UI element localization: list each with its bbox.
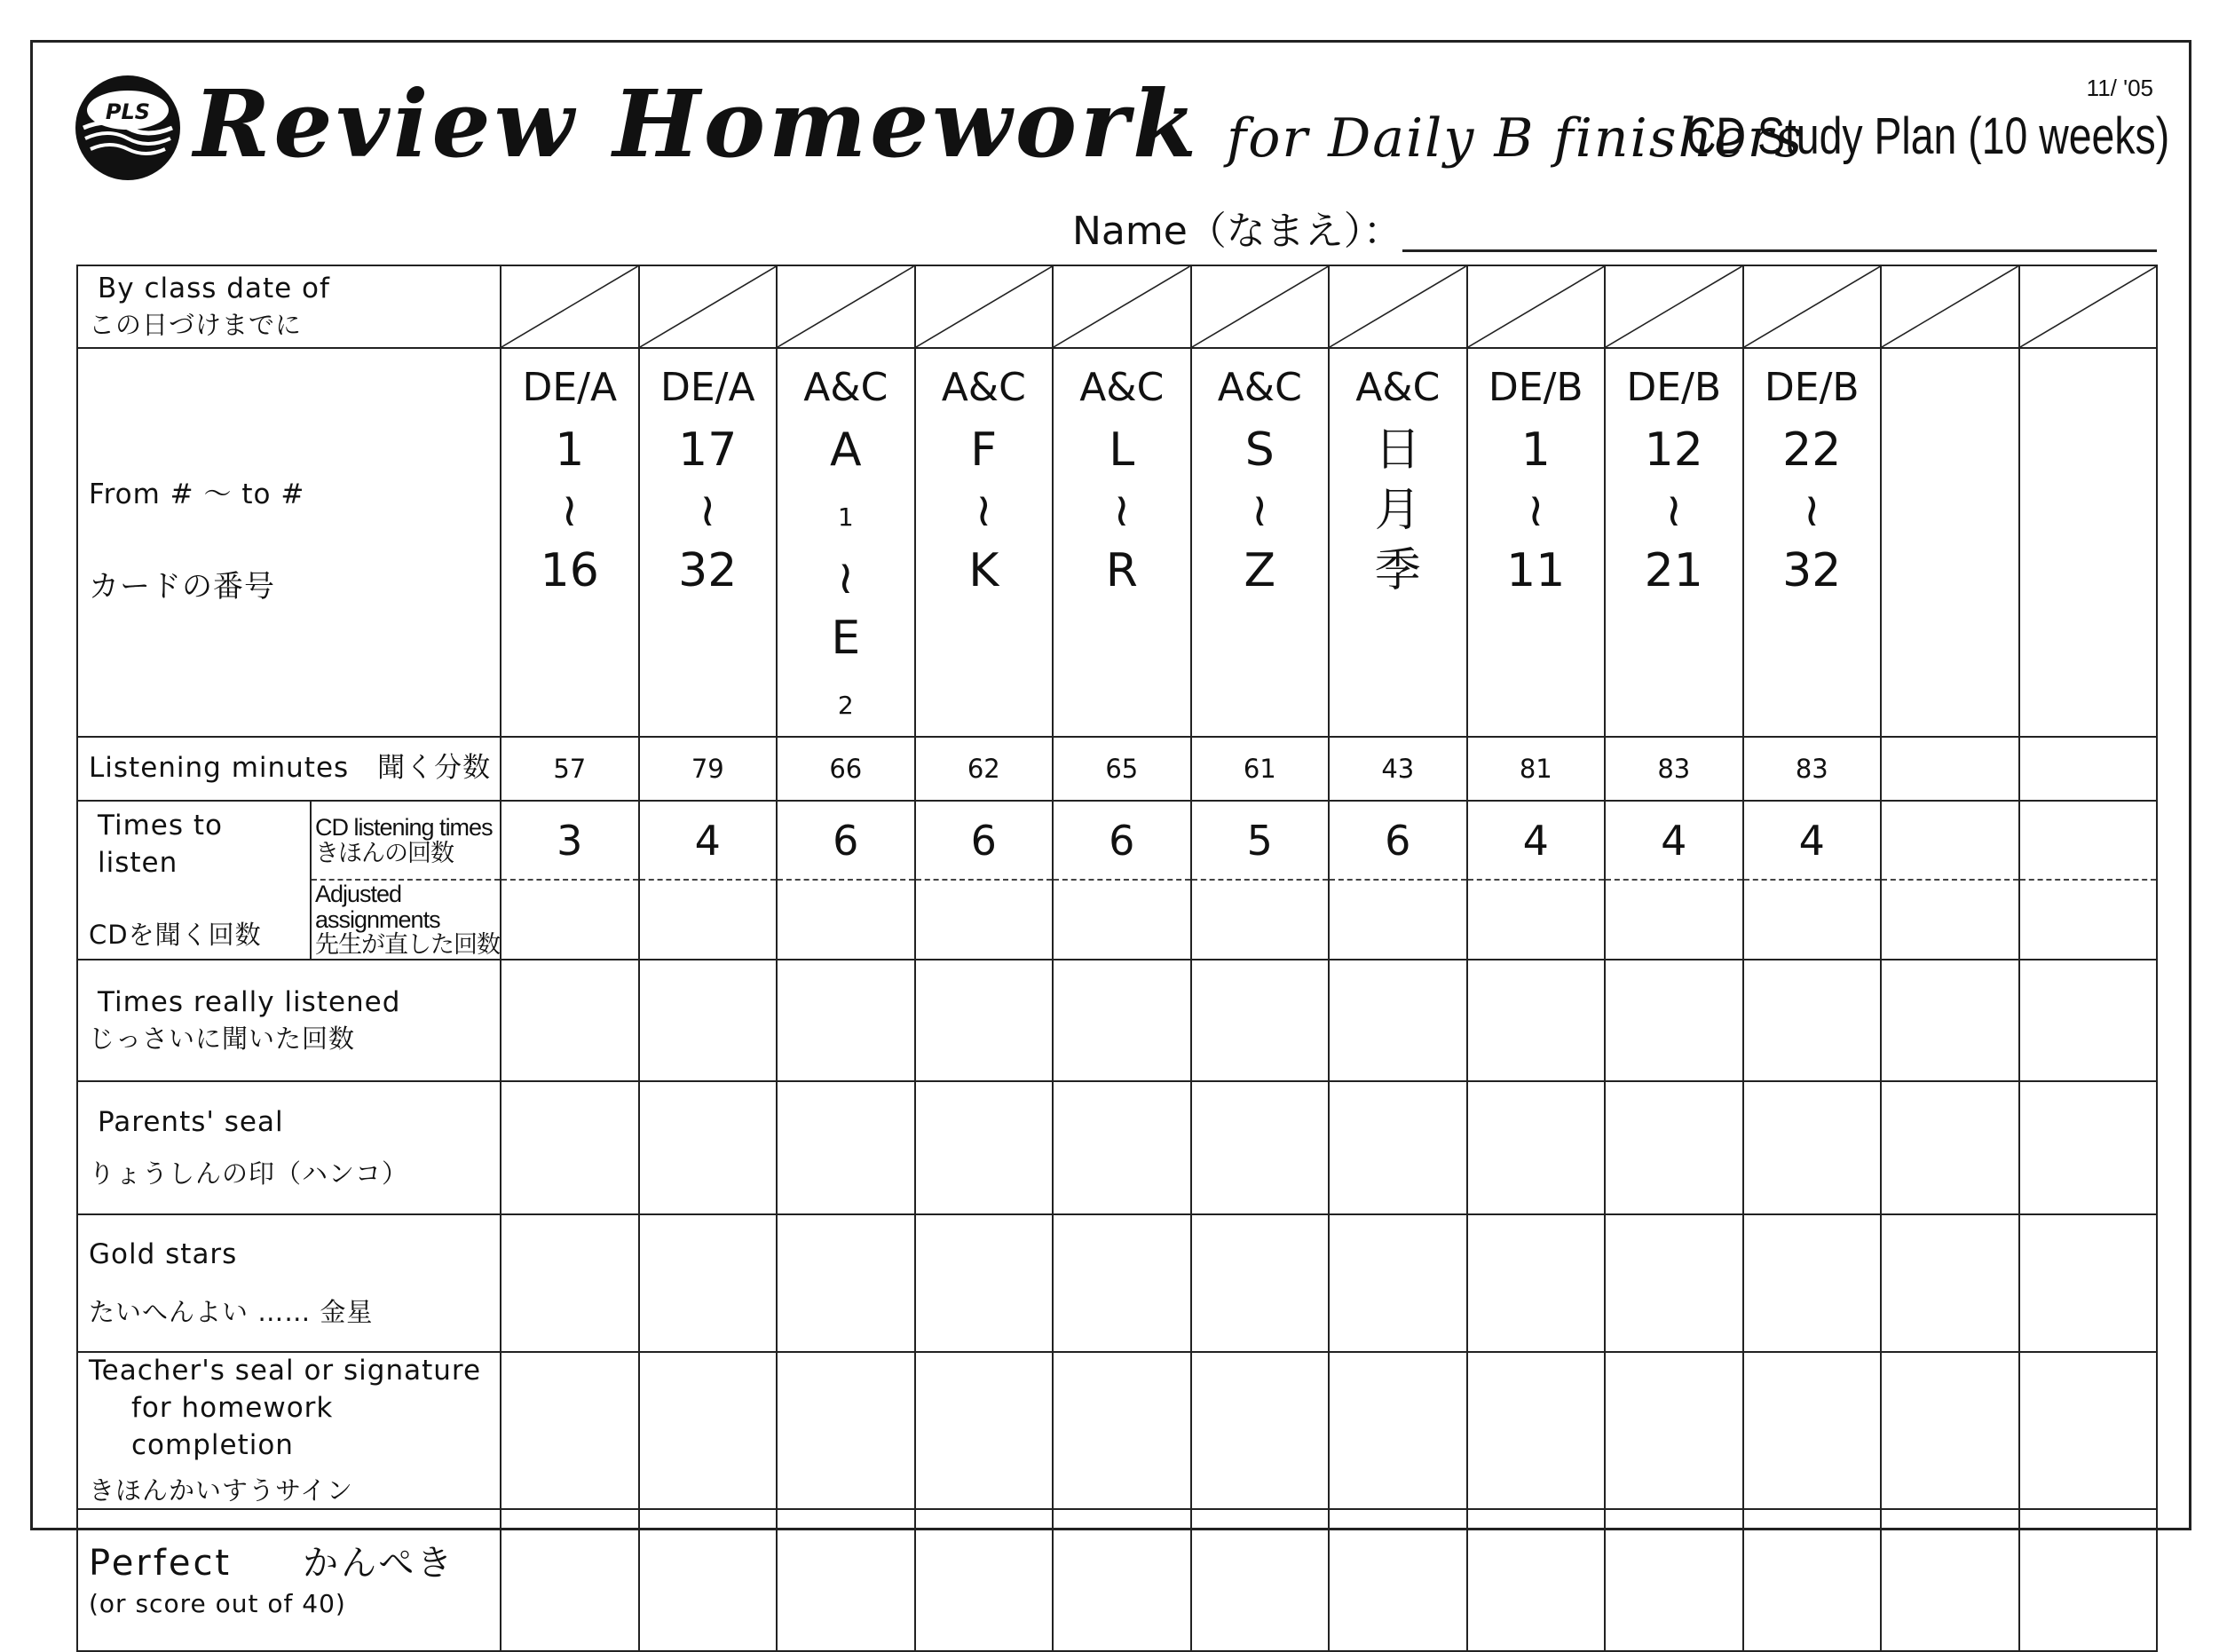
class-date-cell[interactable] bbox=[1329, 265, 1467, 348]
minutes-label: Listening minutes 聞く分数 bbox=[77, 737, 501, 801]
class-date-cell[interactable] bbox=[1881, 265, 2019, 348]
issue-date: 11/ '05 bbox=[2086, 75, 2153, 101]
teacher-cell[interactable] bbox=[1191, 1352, 1330, 1509]
card-range-cell bbox=[1605, 348, 1743, 737]
card-range-cell bbox=[1743, 348, 1882, 737]
gold-cell[interactable] bbox=[1743, 1214, 1882, 1352]
gold-cell[interactable] bbox=[1191, 1214, 1330, 1352]
range-from: 1 bbox=[1520, 423, 1551, 477]
listening-minutes-cell bbox=[2019, 737, 2158, 801]
section-label: DE/B bbox=[1764, 365, 1860, 410]
teacher-cell[interactable] bbox=[1053, 1352, 1191, 1509]
class-date-cell[interactable] bbox=[1191, 265, 1330, 348]
row-class-date bbox=[77, 265, 2157, 348]
teacher-cell[interactable] bbox=[915, 1352, 1054, 1509]
page-title bbox=[193, 69, 1804, 178]
row-perfect bbox=[77, 1509, 2157, 1651]
class-date-cell[interactable] bbox=[915, 265, 1054, 348]
card-range-cell bbox=[777, 348, 915, 737]
range-to: 16 bbox=[540, 544, 599, 597]
range-from: 日 bbox=[1374, 423, 1421, 477]
row-minutes bbox=[77, 737, 2157, 801]
listening-minutes-cell: 81 bbox=[1467, 737, 1606, 801]
really-cell[interactable] bbox=[1881, 960, 2019, 1081]
name-label: Name（なまえ）： bbox=[1072, 209, 1402, 254]
perfect-cell[interactable] bbox=[1191, 1509, 1330, 1651]
teacher-cell[interactable] bbox=[1605, 1352, 1743, 1509]
basic-times-cell: 6 bbox=[777, 801, 915, 880]
perfect-cell[interactable] bbox=[1467, 1509, 1606, 1651]
teacher-cell[interactable] bbox=[501, 1352, 639, 1509]
gold-cell[interactable] bbox=[1329, 1214, 1467, 1352]
adjusted-times-cell[interactable] bbox=[501, 880, 639, 960]
range-to: Z bbox=[1244, 544, 1276, 597]
tilde-icon: ≀ bbox=[975, 484, 993, 537]
adjusted-times-cell[interactable] bbox=[777, 880, 915, 960]
parents-cell[interactable] bbox=[777, 1081, 915, 1214]
listening-minutes-cell: 57 bbox=[501, 737, 639, 801]
card-range-cell bbox=[1881, 348, 2019, 737]
range-from: A 1 bbox=[829, 423, 862, 532]
listening-minutes-cell: 79 bbox=[639, 737, 778, 801]
really-cell[interactable] bbox=[639, 960, 778, 1081]
card-range-cell bbox=[915, 348, 1054, 737]
section-label: DE/B bbox=[1626, 365, 1722, 410]
teacher-cell[interactable] bbox=[2019, 1352, 2158, 1509]
range-from: S bbox=[1244, 423, 1275, 477]
parents-cell[interactable] bbox=[639, 1081, 778, 1214]
parents-cell[interactable] bbox=[915, 1081, 1054, 1214]
row-range bbox=[77, 348, 2157, 737]
really-cell[interactable] bbox=[1191, 960, 1330, 1081]
section-label: A&C bbox=[1217, 365, 1302, 410]
section-label: DE/A bbox=[659, 365, 755, 410]
basic-times-cell bbox=[2019, 801, 2158, 880]
teacher-cell[interactable] bbox=[1743, 1352, 1882, 1509]
really-cell[interactable] bbox=[915, 960, 1054, 1081]
really-cell[interactable] bbox=[2019, 960, 2158, 1081]
listening-minutes-cell: 83 bbox=[1743, 737, 1882, 801]
range-to: 32 bbox=[678, 544, 738, 597]
adjusted-times-cell[interactable] bbox=[915, 880, 1054, 960]
row-gold bbox=[77, 1214, 2157, 1352]
gold-cell[interactable] bbox=[1605, 1214, 1743, 1352]
teacher-cell[interactable] bbox=[1467, 1352, 1606, 1509]
tilde-icon: ≀ bbox=[1251, 484, 1269, 537]
parents-cell[interactable] bbox=[1605, 1081, 1743, 1214]
study-plan-table bbox=[76, 265, 2158, 1652]
gold-cell[interactable] bbox=[2019, 1214, 2158, 1352]
basic-times-cell: 6 bbox=[915, 801, 1054, 880]
plan-title: CD Study Plan (10 weeks) bbox=[1686, 107, 2169, 165]
adjusted-times-cell[interactable] bbox=[1053, 880, 1191, 960]
basic-times-cell: 4 bbox=[1605, 801, 1743, 880]
range-from: L bbox=[1109, 423, 1135, 477]
title-subtitle: for Daily B finishers bbox=[1227, 107, 1804, 170]
row-really bbox=[77, 960, 2157, 1081]
listening-minutes-cell: 65 bbox=[1053, 737, 1191, 801]
listening-minutes-cell: 66 bbox=[777, 737, 915, 801]
section-label: A&C bbox=[803, 365, 888, 410]
listening-minutes-cell: 83 bbox=[1605, 737, 1743, 801]
parents-cell[interactable] bbox=[1053, 1081, 1191, 1214]
really-listened-label: Times really listened じっさいに聞いた回数 bbox=[77, 960, 501, 1081]
card-range-cell bbox=[1053, 348, 1191, 737]
card-range-cell bbox=[1329, 348, 1467, 737]
logo-text: PLS bbox=[105, 99, 151, 124]
perfect-cell[interactable] bbox=[1329, 1509, 1467, 1651]
parents-cell[interactable] bbox=[1881, 1081, 2019, 1214]
perfect-cell[interactable] bbox=[777, 1509, 915, 1651]
perfect-cell[interactable] bbox=[1605, 1509, 1743, 1651]
adjusted-times-cell[interactable] bbox=[639, 880, 778, 960]
really-cell[interactable] bbox=[777, 960, 915, 1081]
basic-times-cell: 3 bbox=[501, 801, 639, 880]
cd-listening-times-label: CD listening times きほんの回数 bbox=[311, 801, 501, 880]
name-field[interactable] bbox=[1402, 249, 2157, 252]
perfect-cell[interactable] bbox=[1881, 1509, 2019, 1651]
section-label: DE/A bbox=[522, 365, 618, 410]
parents-cell[interactable] bbox=[1191, 1081, 1330, 1214]
gold-cell[interactable] bbox=[1053, 1214, 1191, 1352]
teacher-seal-label: Teacher's seal or signature for homework completion きほんかいすうサイン bbox=[77, 1352, 501, 1509]
perfect-cell[interactable] bbox=[1053, 1509, 1191, 1651]
perfect-cell[interactable] bbox=[501, 1509, 639, 1651]
row-times-adjusted bbox=[77, 880, 2157, 960]
card-range-cell bbox=[1467, 348, 1606, 737]
range-from: F bbox=[970, 423, 998, 477]
class-date-cell[interactable] bbox=[639, 265, 778, 348]
really-cell[interactable] bbox=[1053, 960, 1191, 1081]
basic-times-cell: 4 bbox=[1467, 801, 1606, 880]
adjusted-times-cell[interactable] bbox=[1329, 880, 1467, 960]
range-to: 21 bbox=[1644, 544, 1703, 597]
listening-minutes-cell: 43 bbox=[1329, 737, 1467, 801]
perfect-cell[interactable] bbox=[639, 1509, 778, 1651]
parents-seal-label: Parents' seal りょうしんの印（ハンコ） bbox=[77, 1081, 501, 1214]
range-from: 12 bbox=[1644, 423, 1703, 477]
really-cell[interactable] bbox=[1605, 960, 1743, 1081]
range-to: E 2 bbox=[831, 612, 861, 720]
basic-times-cell: 5 bbox=[1191, 801, 1330, 880]
really-cell[interactable] bbox=[1743, 960, 1882, 1081]
range-from: 22 bbox=[1782, 423, 1842, 477]
perfect-cell[interactable] bbox=[1743, 1509, 1882, 1651]
really-cell[interactable] bbox=[1467, 960, 1606, 1081]
class-date-cell[interactable] bbox=[777, 265, 915, 348]
range-from: 1 bbox=[555, 423, 585, 477]
gold-cell[interactable] bbox=[915, 1214, 1054, 1352]
perfect-label: Perfect かんぺき (or score out of 40) bbox=[77, 1509, 501, 1651]
teacher-cell[interactable] bbox=[639, 1352, 778, 1509]
range-from: 17 bbox=[678, 423, 738, 477]
card-range-cell bbox=[639, 348, 778, 737]
tilde-icon: ≀ bbox=[1665, 484, 1683, 537]
class-date-cell[interactable] bbox=[501, 265, 639, 348]
class-date-cell[interactable] bbox=[2019, 265, 2158, 348]
tilde-icon: ≀ bbox=[1803, 484, 1821, 537]
tilde-icon: ≀ bbox=[1527, 484, 1545, 537]
class-date-cell[interactable] bbox=[1743, 265, 1882, 348]
range-mid: 月 bbox=[1374, 484, 1421, 537]
gold-stars-label: Gold stars たいへんよい …… 金星 bbox=[77, 1214, 501, 1352]
tilde-icon: ≀ bbox=[837, 551, 855, 605]
title-main: Review Homework bbox=[193, 69, 1201, 178]
section-label: DE/B bbox=[1488, 365, 1583, 410]
range-to: K bbox=[968, 544, 999, 597]
range-to: R bbox=[1105, 544, 1138, 597]
listening-minutes-cell: 62 bbox=[915, 737, 1054, 801]
perfect-cell[interactable] bbox=[915, 1509, 1054, 1651]
class-date-label: By class date of この日づけまでに bbox=[77, 265, 501, 348]
teacher-cell[interactable] bbox=[777, 1352, 915, 1509]
tilde-icon: ≀ bbox=[561, 484, 579, 537]
gold-cell[interactable] bbox=[639, 1214, 778, 1352]
listening-minutes-cell: 61 bbox=[1191, 737, 1330, 801]
basic-times-cell: 6 bbox=[1329, 801, 1467, 880]
range-to: 32 bbox=[1782, 544, 1842, 597]
adjusted-times-cell[interactable] bbox=[1191, 880, 1330, 960]
listening-minutes-cell bbox=[1881, 737, 2019, 801]
parents-cell[interactable] bbox=[1329, 1081, 1467, 1214]
teacher-cell[interactable] bbox=[1329, 1352, 1467, 1509]
basic-times-cell: 4 bbox=[1743, 801, 1882, 880]
adjusted-times-cell[interactable] bbox=[2019, 880, 2158, 960]
basic-times-cell: 4 bbox=[639, 801, 778, 880]
teacher-cell[interactable] bbox=[1881, 1352, 2019, 1509]
times-label: Times to listen CDを聞く回数 bbox=[77, 801, 311, 960]
tilde-icon: ≀ bbox=[699, 484, 717, 537]
parents-cell[interactable] bbox=[501, 1081, 639, 1214]
gold-cell[interactable] bbox=[777, 1214, 915, 1352]
pls-logo bbox=[73, 73, 183, 183]
range-to: 季 bbox=[1374, 544, 1421, 597]
section-label: A&C bbox=[1079, 365, 1165, 410]
adjusted-times-cell[interactable] bbox=[1881, 880, 2019, 960]
row-parents bbox=[77, 1081, 2157, 1214]
gold-cell[interactable] bbox=[1467, 1214, 1606, 1352]
class-date-cell[interactable] bbox=[1467, 265, 1606, 348]
gold-cell[interactable] bbox=[1881, 1214, 2019, 1352]
basic-times-cell: 6 bbox=[1053, 801, 1191, 880]
perfect-cell[interactable] bbox=[2019, 1509, 2158, 1651]
really-cell[interactable] bbox=[1329, 960, 1467, 1081]
class-date-cell[interactable] bbox=[1053, 265, 1191, 348]
row-times-basic bbox=[77, 801, 2157, 880]
card-range-cell bbox=[1191, 348, 1330, 737]
range-label: From # 〜 to # カードの番号 bbox=[77, 348, 501, 737]
gold-cell[interactable] bbox=[501, 1214, 639, 1352]
card-range-cell bbox=[501, 348, 639, 737]
class-date-cell[interactable] bbox=[1605, 265, 1743, 348]
range-to: 11 bbox=[1506, 544, 1566, 597]
parents-cell[interactable] bbox=[2019, 1081, 2158, 1214]
section-label: A&C bbox=[941, 365, 1026, 410]
adjusted-times-cell[interactable] bbox=[1467, 880, 1606, 960]
adjusted-times-cell[interactable] bbox=[1605, 880, 1743, 960]
tilde-icon: ≀ bbox=[1113, 484, 1131, 537]
really-cell[interactable] bbox=[501, 960, 639, 1081]
card-range-cell bbox=[2019, 348, 2158, 737]
adjusted-assignments-label: Adjusted assignments 先生が直した回数 bbox=[311, 880, 501, 960]
row-teacher bbox=[77, 1352, 2157, 1509]
parents-cell[interactable] bbox=[1467, 1081, 1606, 1214]
section-label: A&C bbox=[1355, 365, 1441, 410]
basic-times-cell bbox=[1881, 801, 2019, 880]
parents-cell[interactable] bbox=[1743, 1081, 1882, 1214]
adjusted-times-cell[interactable] bbox=[1743, 880, 1882, 960]
